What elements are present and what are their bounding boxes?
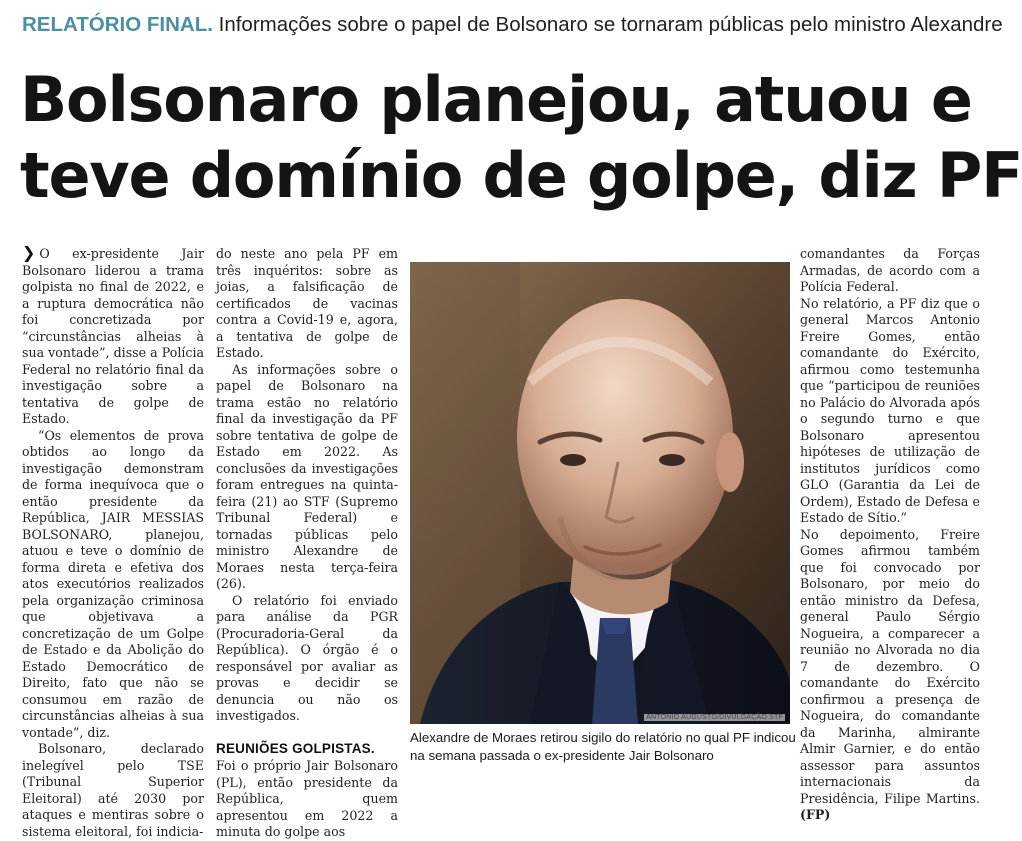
article-paragraph: No relatório, a PF diz que o general Marcos Antonio Freire Gomes, então comandante do Exército, afirmou como testemunha que “participou de reuniões no Palácio do Alvorada após o segundo turno e que Bolsonaro apresentou hipóteses de utilização de institutos jurídicos como GLO (Garantia da Lei de Ordem), Estado de Defesa e Estado de Sítio.” <box>800 295 980 525</box>
article-paragraph <box>800 527 980 824</box>
article-paragraph: comandantes da Forças Armadas, de acordo com a Polícia Federal. <box>800 246 980 294</box>
kicker <box>22 12 1003 38</box>
headline <box>20 62 1022 214</box>
chevron-right-icon: ❯ <box>22 243 36 262</box>
agency-signature: (FP) <box>800 807 831 822</box>
article-paragraph: O relatório foi enviado para análise da PGR (Procuradoria-Geral da República). O órgão é o responsável por avaliar as provas e decidir se denuncia ou não os investigados. <box>216 592 398 723</box>
article-paragraph: As informações sobre o papel de Bolsonaro na trama estão no relatório final da investigação da PF sobre tentativa de golpe de Estado em 2022. As conclusões da investigações foram entregues na quinta-feira (21) ao STF (Supremo Tribunal Federal) e tornadas públicas pelo ministro Alexandre de Moraes nesta terça-feira (26). <box>216 361 398 591</box>
photo-credit: ANTONIO AUGUSTO/DIVULGAÇÃO STF <box>646 714 783 721</box>
article-column-4 <box>800 246 980 822</box>
article-paragraph-text: No depoimento, Freire Gomes afirmou também que foi convocado por Bolsonaro, por meio do então ministro da Defesa, general Paulo Sérgio Nogueira, a comparecer a reunião no Alvorada no dia 7 de dezembro. O comandante do Exército confirmou a presença de Nogueira, do comandante da Marinha, almirante Almir Garnier, e do então assessor para assuntos internacionais da Presidência, Filipe Martins. <box>800 526 980 806</box>
article-paragraph: “Os elementos de prova obtidos ao longo da investigação demonstram de forma inequívoca que o então presidente da República, JAIR MESSIAS BOLSONARO, planejou, atuou e teve o domínio de forma direta e efetiva dos atos executórios realizados pela organização criminosa que objetivava a concretização de um Golpe de Estado e da Abolição do Estado Democrático de Direito, fato que não se consumou em razão de circunstâncias alheias à sua vontade”, diz. <box>22 427 204 740</box>
article-paragraph: do neste ano pela PF em três inquéritos: sobre as joias, a falsificação de certificados de vacinas contra a Covid-19 e, agora, a tentativa de golpe de Estado. <box>216 246 398 360</box>
photo-caption: Alexandre de Moraes retirou sigilo do relatório no qual PF indicou na semana passada o ex-presidente Jair Bolsonaro <box>410 730 796 763</box>
article-column-1 <box>22 243 204 839</box>
article-column-2 <box>216 246 398 839</box>
section-subhead: REUNIÕES GOLPISTAS. <box>216 740 375 756</box>
lead-paragraph <box>22 243 204 428</box>
headline-line-2: teve domínio de golpe, diz PF <box>20 139 1022 212</box>
kicker-text: Informações sobre o papel de Bolsonaro se tornaram públicas pelo ministro Alexandre <box>218 13 1003 36</box>
kicker-tag: RELATÓRIO FINAL. <box>22 13 213 36</box>
lead-paragraph-text: O ex-presidente Jair Bolsonaro liderou a trama golpista no final de 2022, e a ruptura democrática não foi concretizada por “circunstâncias alheias à sua vontade”, disse a Polícia Federal no relatório final da investigação sobre a tentativa de golpe de Estado. <box>22 246 204 426</box>
news-photo <box>410 262 790 724</box>
article-paragraph: Foi o próprio Jair Bolsonaro (PL), então presidente da República, quem apresentou em 2022 a minuta do golpe aos <box>216 758 398 839</box>
portrait-illustration <box>410 262 790 724</box>
headline-line-1: Bolsonaro planejou, atuou e <box>20 63 972 136</box>
article-paragraph: Bolsonaro, declarado inelegível pelo TSE (Tribunal Superior Eleitoral) até 2030 por ataques e mentiras sobre o sistema eleitoral, foi indicia- <box>22 741 204 839</box>
